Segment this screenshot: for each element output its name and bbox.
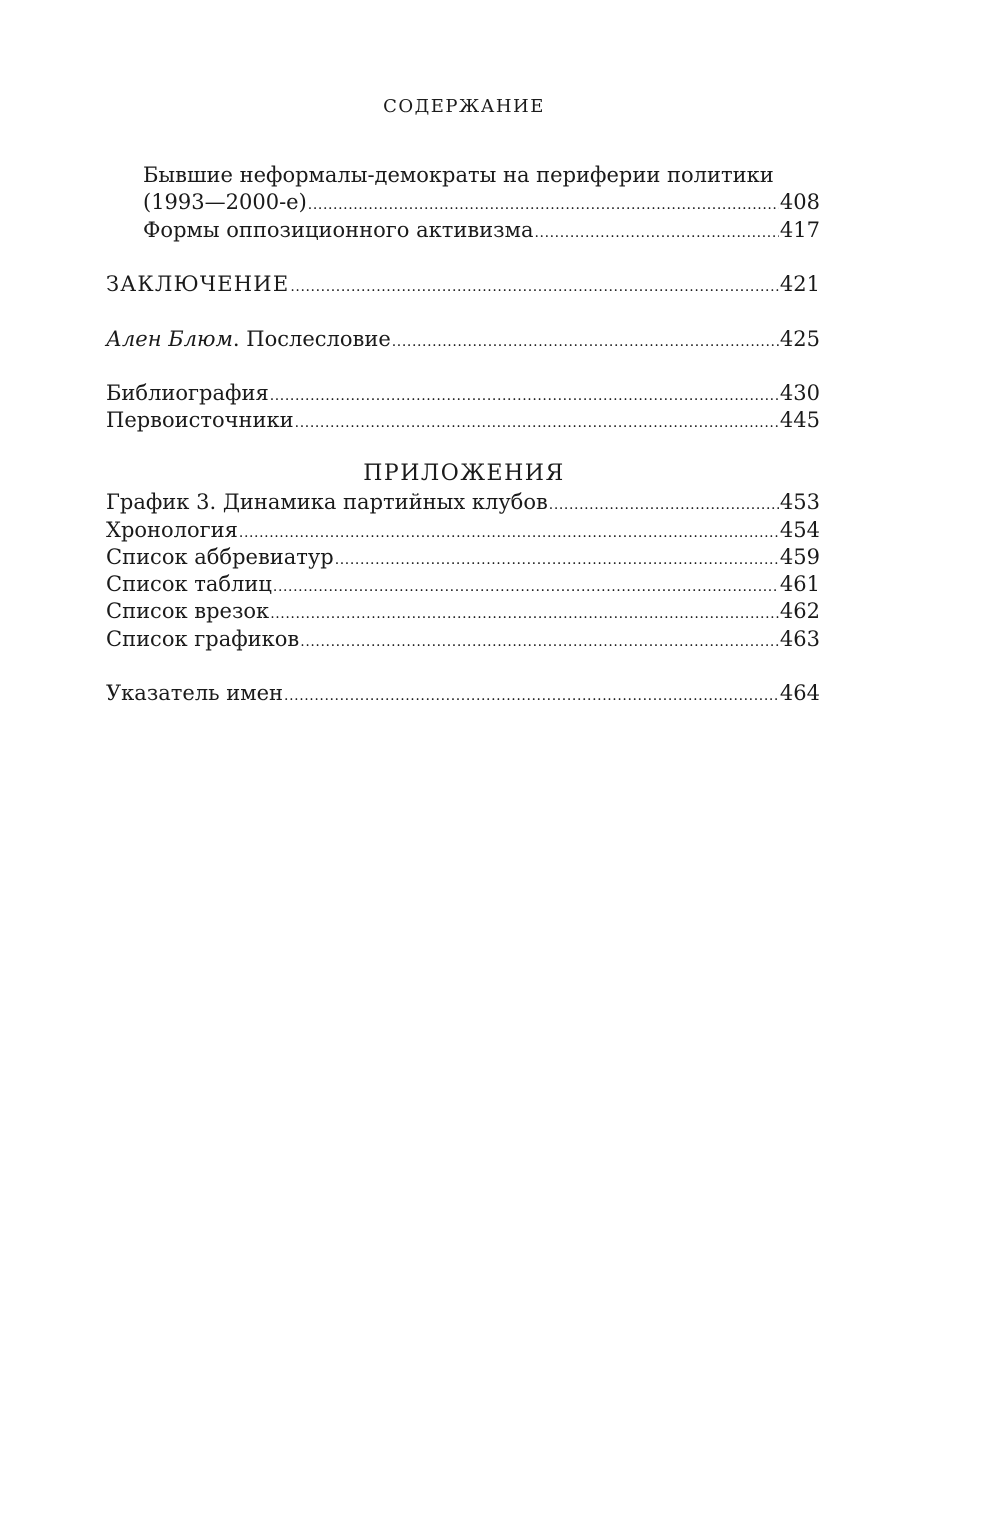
leader-dots xyxy=(273,571,779,600)
toc-entry[interactable] xyxy=(106,380,820,409)
toc-page-number: 461 xyxy=(779,572,820,596)
toc-entry-author: Ален Блюм xyxy=(106,327,233,351)
toc-entry-label: ЗАКЛЮЧЕНИЕ xyxy=(106,272,290,296)
toc-page-number: 417 xyxy=(779,218,820,242)
toc-page-number: 421 xyxy=(779,272,820,296)
toc-page-number: 425 xyxy=(779,327,820,351)
toc-entry[interactable] xyxy=(143,217,820,246)
toc-page-number: 430 xyxy=(779,381,820,405)
toc-entry[interactable] xyxy=(106,407,820,436)
toc-entry-label xyxy=(106,326,391,352)
toc-entry-label: Формы оппозиционного активизма xyxy=(143,218,534,242)
appendix-entry[interactable] xyxy=(106,517,820,546)
toc-page-number: 463 xyxy=(779,627,820,651)
leader-dots xyxy=(308,189,779,218)
appendix-entry[interactable] xyxy=(106,544,820,573)
toc-entry-label: Первоисточники xyxy=(106,408,294,432)
toc-entry[interactable] xyxy=(143,189,820,218)
toc-entry-label: (1993—2000-е) xyxy=(143,190,307,214)
leader-dots xyxy=(290,271,779,300)
leader-dots xyxy=(534,217,778,246)
appendix-entry[interactable] xyxy=(106,489,820,518)
toc-entry[interactable] xyxy=(106,326,820,355)
leader-dots xyxy=(295,407,779,436)
toc-entry-label: Указатель имен xyxy=(106,681,284,705)
toc-page-number: 462 xyxy=(779,599,820,623)
toc-entry-label: Библиография xyxy=(106,381,269,405)
toc-entry[interactable] xyxy=(106,271,820,300)
toc-page-number: 453 xyxy=(779,490,820,514)
leader-dots xyxy=(300,626,779,655)
toc-entry-index[interactable] xyxy=(106,680,820,709)
leader-dots xyxy=(284,680,779,709)
leader-dots xyxy=(270,380,779,409)
leader-dots xyxy=(239,517,779,546)
toc-entry-label: Список врезок xyxy=(106,599,270,623)
toc-entry-label: Список аббревиатур xyxy=(106,545,334,569)
leader-dots xyxy=(549,489,779,518)
appendix-entry[interactable] xyxy=(106,598,820,627)
toc-page-number: 464 xyxy=(779,681,820,705)
toc-entry-label: График 3. Динамика партийных клубов xyxy=(106,490,548,514)
toc-entry-title: . Послесловие xyxy=(232,327,391,351)
running-head: СОДЕРЖАНИЕ xyxy=(383,96,545,117)
leader-dots xyxy=(392,326,779,355)
toc-entry-label: Список графиков xyxy=(106,627,300,651)
toc-page-number: 454 xyxy=(779,518,820,542)
toc-page-number: 459 xyxy=(779,545,820,569)
toc-entry-line1: Бывшие неформалы-демократы на периферии политики xyxy=(143,163,774,187)
leader-dots xyxy=(270,598,779,627)
appendix-entry[interactable] xyxy=(106,571,820,600)
toc-page-number: 408 xyxy=(779,190,820,214)
appendix-title: ПРИЛОЖЕНИЯ xyxy=(363,461,565,486)
leader-dots xyxy=(335,544,779,573)
toc-entry-label: Хронология xyxy=(106,518,238,542)
toc-page-number: 445 xyxy=(779,408,820,432)
appendix-entry[interactable] xyxy=(106,626,820,655)
toc-entry-label: Список таблиц xyxy=(106,572,272,596)
